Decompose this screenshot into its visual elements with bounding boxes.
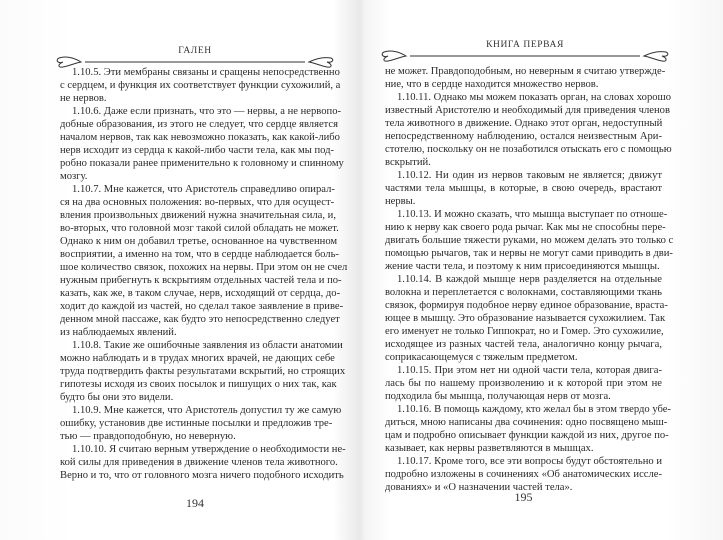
text-line: гипотезы исходя из своих посылок и пишущих о них так, как: [60, 379, 337, 390]
text-line: ние, что в сердце находится множество нервов.: [385, 79, 599, 90]
paragraph: [60, 183, 348, 339]
text-line: диться, мною написаны два сочинения: одно посвящено мыш-: [385, 417, 668, 428]
text-line: Верно и то, что от головного мозга ничего подобного исходить: [60, 470, 344, 481]
text-line: 1.10.9. Мне кажется, что Аристотель допустил ту же самую: [72, 405, 342, 416]
text-line: 1.10.16. В помощь каждому, кто желал бы в этом твердо убе-: [397, 404, 671, 415]
text-line: соприкасающемуся с тяжелым предметом.: [385, 352, 578, 363]
text-line: исходящее из разных частей тела, аналогично концу рычага,: [385, 339, 662, 350]
text-line: ошибку, установив две истинные посылки и предложив тре-: [60, 418, 333, 429]
text-line: подробно изложены в сочинениях «Об анатомических иссле-: [385, 469, 662, 480]
text-line: не может. Правдоподобным, но неверным я считаю утвержде-: [385, 66, 666, 77]
text-line: ходит до каждой из частей, но сделал такое заявление в приве-: [60, 301, 344, 312]
text-line: 1.10.15. При этом нет ни одной части тела, которая двига-: [397, 365, 662, 376]
paragraph: [60, 339, 346, 404]
text-line: 1.10.13. И можно сказать, что мышца выступает по отноше-: [397, 209, 668, 220]
text-line: помощью рычагов, так и нервы не могут сами приводить в дви-: [385, 248, 673, 259]
text-line: лась бы по нашему произволению и к которой при этом не: [385, 378, 662, 389]
paragraph: [385, 169, 662, 208]
paragraph: [60, 404, 342, 443]
text-line: дованиях» и «О назначении частей тела».: [385, 482, 573, 493]
text-line: началом нервов, так как невозможно показать, как какой-либо: [60, 132, 340, 143]
text-line: нию к нерву как своего рода рычаг. Как мы не способны пере-: [385, 222, 666, 233]
paragraph: [385, 91, 672, 169]
text-line: волокна и переплетается с волокнами, составляющими ткань: [385, 287, 662, 298]
body-text: [60, 66, 348, 482]
text-line: с сердцем, и функция их соответствует функции сухожилий, а: [60, 80, 341, 91]
text-line: денном мной пассаже, как будто это непосредственно следует: [60, 314, 340, 325]
paragraph: [385, 455, 662, 494]
text-line: 1.10.7. Мне кажется, что Аристотель справедливо опирал-: [72, 184, 335, 195]
text-line: цам и подробно описывает функции каждой из них, другое по-: [385, 430, 669, 441]
text-line: непосредственному наблюдению, остался неизвестным Ари-: [385, 131, 662, 142]
text-line: его именует не только Гиппократ, но и Гомер. Это сухожилие,: [385, 326, 664, 337]
paragraph: [385, 65, 666, 91]
right-page: [360, 0, 723, 540]
text-line: связок, формируя подобное нерву единое образование, враста-: [385, 300, 668, 311]
text-line: добные образования, из этого не следует, что сердце является: [60, 119, 338, 130]
running-head: ГАЛЕН: [178, 46, 212, 56]
text-line: нервы.: [385, 196, 416, 207]
text-line: вскрытий.: [385, 157, 431, 168]
text-line: ся на два основных положения: во-первых, что для осущест-: [60, 197, 335, 208]
text-line: подходила бы мышца, получающая нерв от мозга.: [385, 391, 611, 402]
page-number: 194: [186, 496, 204, 510]
text-line: можно наблюдать и в трудах многих врачей, не дающих себе: [60, 353, 335, 364]
paragraph: [385, 403, 671, 455]
text-line: казать, как же, в таком случае, нерв, исходящий от сердца, до-: [60, 288, 341, 299]
text-line: не нервов.: [60, 93, 107, 104]
text-line: частями тела мышцы, в которые, в свою очередь, врастают: [385, 183, 662, 194]
text-line: кой силы для приведения в движение членов тела животного.: [60, 457, 338, 468]
text-line: из наблюдаемых явлений.: [60, 327, 177, 338]
text-line: во-вторых, что головной мозг такой силой обладать не может.: [60, 223, 339, 234]
paragraph: [60, 66, 341, 105]
text-line: Однако к ним он добавил третье, основанное на чувственном: [60, 236, 338, 247]
paragraph: [385, 208, 674, 273]
text-line: вления произвольных движений нужна значительная сила, и,: [60, 210, 336, 221]
text-line: двигать большие тяжести руками, но можем делать это только с: [385, 235, 674, 246]
text-line: мозгу.: [60, 171, 88, 182]
text-line: жение части тела, и поэтому к ним присоединяются мышцы.: [385, 261, 660, 272]
text-line: тью — правдоподобную, но неверную.: [60, 431, 236, 442]
text-line: 1.10.6. Даже если признать, что это — нервы, а не нервопо-: [72, 106, 342, 117]
body-text: [385, 65, 674, 494]
text-line: нужным прибегнуть к вскрытиям отдельных частей тела и по-: [60, 275, 342, 286]
header-ornament-rule: [380, 49, 670, 63]
text-line: 1.10.8. Такие же ошибочные заявления из области анатомии: [72, 340, 343, 351]
text-line: 1.10.10. Я считаю верным утверждение о необходимости не-: [72, 444, 346, 455]
text-line: робно показали ранее применительно к головному и спинному: [60, 158, 344, 169]
text-line: нерв исходит из сердца к какой-либо части тела, как мы под-: [60, 145, 335, 156]
left-page: [0, 0, 360, 540]
page-number: 195: [514, 490, 533, 504]
text-line: будто бы они это видели.: [60, 392, 174, 403]
text-line: 1.10.14. В каждой мышце нерв разделяется на отдельные: [397, 274, 662, 285]
text-line: стотелю, поскольку он не позаботился отыскать его с помощью: [385, 144, 672, 155]
text-line: шое количество связок, похожих на нервы. При этом он не счел: [60, 262, 348, 273]
text-line: 1.10.12. Ни один из нервов таковым не является; движут: [397, 170, 662, 181]
text-line: восприятии, а именно на том, что в сердце наблюдается боль-: [60, 249, 339, 260]
text-line: известный Аристотелю и необходимый для приведения членов: [385, 105, 670, 116]
text-line: ющее в мышцу. Это образование называется сухожилием. Так: [385, 313, 666, 324]
paragraph: [385, 273, 668, 364]
text-line: казывает, как нервы разветвляются в мышцах.: [385, 443, 594, 454]
text-line: труда подтвердить факты результатами вскрытий, но строящих: [60, 366, 346, 377]
text-line: тела животного в движение. Однако этот орган, недоступный: [385, 118, 663, 129]
running-head: КНИГА ПЕРВАЯ: [486, 40, 564, 50]
paragraph: [385, 364, 662, 403]
text-line: 1.10.11. Однако мы можем показать орган, на словах хорошо: [397, 92, 671, 103]
text-line: 1.10.5. Эти мембраны связаны и сращены непосредственно: [72, 67, 340, 78]
paragraph: [60, 443, 346, 482]
text-line: 1.10.17. Кроме того, все эти вопросы будут обстоятельно и: [397, 456, 663, 467]
paragraph: [60, 105, 344, 183]
